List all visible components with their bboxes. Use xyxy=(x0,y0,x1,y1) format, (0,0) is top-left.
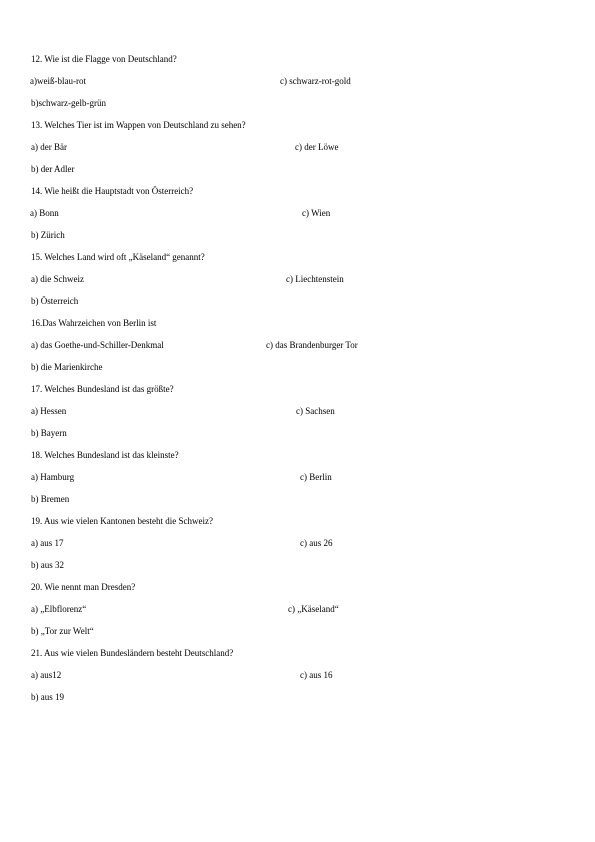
question-12-option-a: a)weiß-blau-rot xyxy=(30,76,86,86)
question-19-option-a: a) aus 17 xyxy=(31,538,64,548)
question-21-option-a: a) aus12 xyxy=(31,670,62,680)
question-15-option-b: b) Österreich xyxy=(31,296,79,306)
question-17-option-a: a) Hessen xyxy=(31,406,67,416)
question-20-option-b: b) „Tor zur Welt“ xyxy=(31,626,94,636)
question-17: 17. Welches Bundesland ist das größte? xyxy=(31,384,174,394)
question-20: 20. Wie nennt man Dresden? xyxy=(31,582,136,592)
question-15: 15. Welches Land wird oft „Käseland“ genannt? xyxy=(31,252,205,262)
question-13-option-c: c) der Löwe xyxy=(295,142,339,152)
question-19-option-c: c) aus 26 xyxy=(300,538,333,548)
question-18-option-b: b) Bremen xyxy=(31,494,70,504)
question-20-option-a: a) „Elbflorenz“ xyxy=(31,604,87,614)
question-15-option-c: c) Liechtenstein xyxy=(286,274,344,284)
question-14: 14. Wie heißt die Hauptstadt von Österreich? xyxy=(31,186,194,196)
question-21: 21. Aus wie vielen Bundesländern besteht Deutschland? xyxy=(31,648,234,658)
question-15-option-a: a) die Schweiz xyxy=(31,274,84,284)
question-14-option-a: a) Bonn xyxy=(30,208,59,218)
question-16-option-b: b) die Marienkirche xyxy=(31,362,103,372)
question-13-option-b: b) der Adler xyxy=(31,164,75,174)
question-14-option-c: c) Wien xyxy=(302,208,331,218)
question-16: 16.Das Wahrzeichen von Berlin ist xyxy=(31,318,157,328)
question-13-option-a: a) der Bär xyxy=(31,142,67,152)
question-17-option-c: c) Sachsen xyxy=(296,406,335,416)
question-16-option-c: c) das Brandenburger Tor xyxy=(266,340,358,350)
question-19: 19. Aus wie vielen Kantonen besteht die Schweiz? xyxy=(31,516,213,526)
question-14-option-b: b) Zürich xyxy=(31,230,65,240)
question-17-option-b: b) Bayern xyxy=(31,428,67,438)
question-18: 18. Welches Bundesland ist das kleinste? xyxy=(31,450,179,460)
question-18-option-a: a) Hamburg xyxy=(31,472,75,482)
question-16-option-a: a) das Goethe-und-Schiller-Denkmal xyxy=(31,340,164,350)
question-12: 12. Wie ist die Flagge von Deutschland? xyxy=(31,54,177,64)
question-20-option-c: c) „Käseland“ xyxy=(288,604,339,614)
question-12-option-c: c) schwarz-rot-gold xyxy=(280,76,351,86)
question-12-option-b: b)schwarz-gelb-grün xyxy=(31,98,106,108)
question-19-option-b: b) aus 32 xyxy=(31,560,64,570)
question-21-option-c: c) aus 16 xyxy=(300,670,333,680)
question-18-option-c: c) Berlin xyxy=(300,472,332,482)
question-13: 13. Welches Tier ist im Wappen von Deutschland zu sehen? xyxy=(31,120,246,130)
question-21-option-b: b) aus 19 xyxy=(31,692,64,702)
